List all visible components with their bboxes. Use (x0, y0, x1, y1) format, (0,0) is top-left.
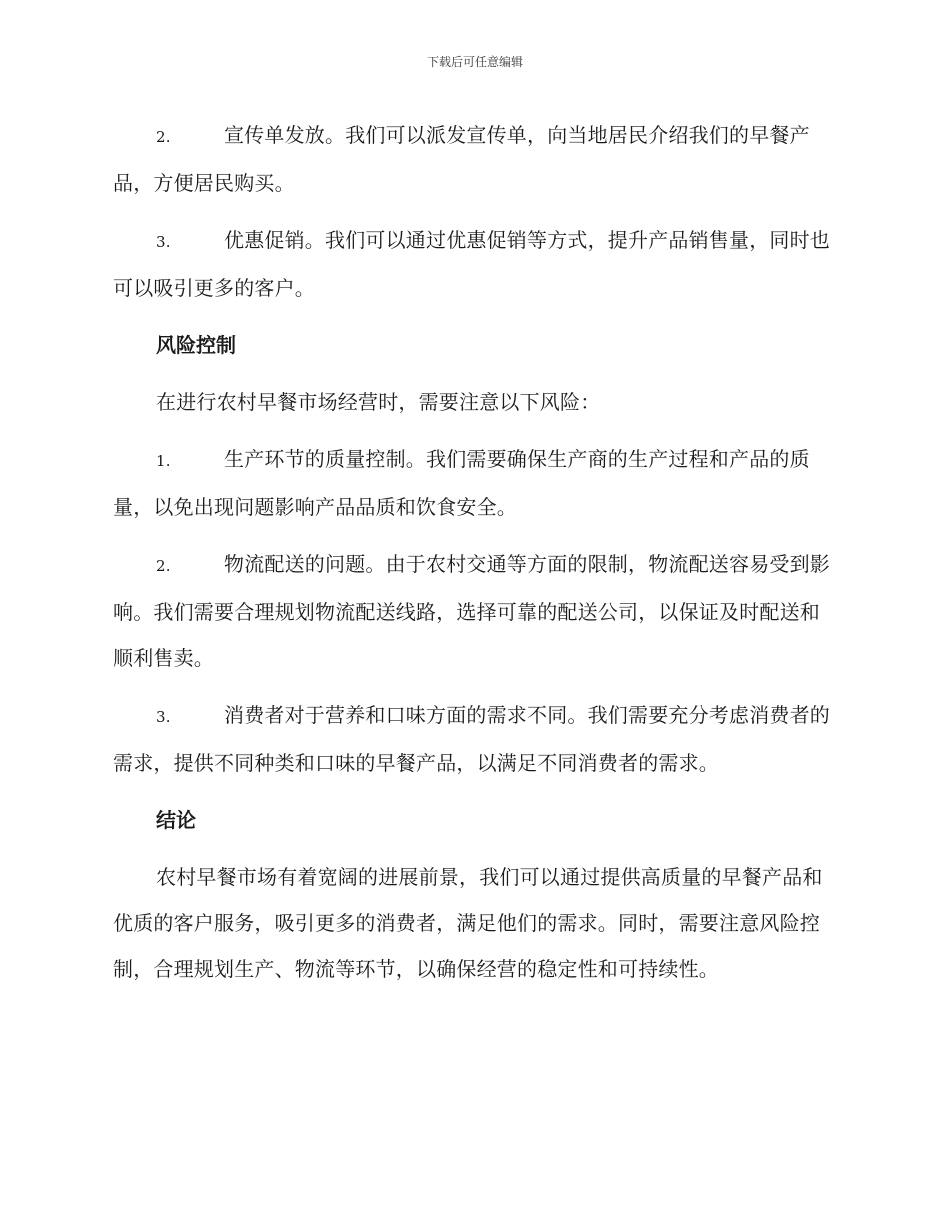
section-heading-risk: 风险控制 (156, 333, 236, 357)
list-item-number: 2. (156, 557, 171, 575)
risk-intro-paragraph: 在进行农村早餐市场经营时，需要注意以下风险： (156, 390, 601, 414)
list-item-text: 物流配送的问题。由于农村交通等方面的限制，物流配送容易受到影响。我们需要合理规划物流配送线路，选择可靠的配送公司，以保证及时配送和顺利售卖。 (113, 552, 830, 670)
list-item (113, 541, 833, 681)
list-item-number: 2. (156, 128, 171, 146)
list-item (113, 692, 833, 786)
conclusion-paragraph: 农村早餐市场有着宽阔的进展前景，我们可以通过提供高质量的早餐产品和优质的客户服务，吸引更多的消费者，满足他们的需求。同时，需要注意风险控制，合理规划生产、物流等环节，以确保经营的稳定性和可持续性。 (113, 865, 823, 981)
list-item-text: 宣传单发放。我们可以派发宣传单，向当地居民介绍我们的早餐产品，方便居民购买。 (113, 123, 810, 195)
section-heading-conclusion: 结论 (156, 808, 196, 832)
list-item (113, 436, 833, 530)
list-item (113, 217, 833, 311)
document-body (113, 112, 833, 1003)
list-item-number: 3. (156, 233, 171, 251)
list-item-text: 生产环节的质量控制。我们需要确保生产商的生产过程和产品的质量，以免出现问题影响产品品质和饮食安全。 (113, 447, 810, 519)
list-item-number: 1. (156, 452, 171, 470)
list-item-text: 消费者对于营养和口味方面的需求不同。我们需要充分考虑消费者的需求，提供不同种类和口味的早餐产品，以满足不同消费者的需求。 (113, 703, 830, 775)
list-item (113, 112, 833, 206)
list-item-text: 优惠促销。我们可以通过优惠促销等方式，提升产品销售量，同时也可以吸引更多的客户。 (113, 228, 830, 300)
list-item-number: 3. (156, 708, 171, 726)
page-header: 下载后可任意编辑 (426, 55, 523, 69)
